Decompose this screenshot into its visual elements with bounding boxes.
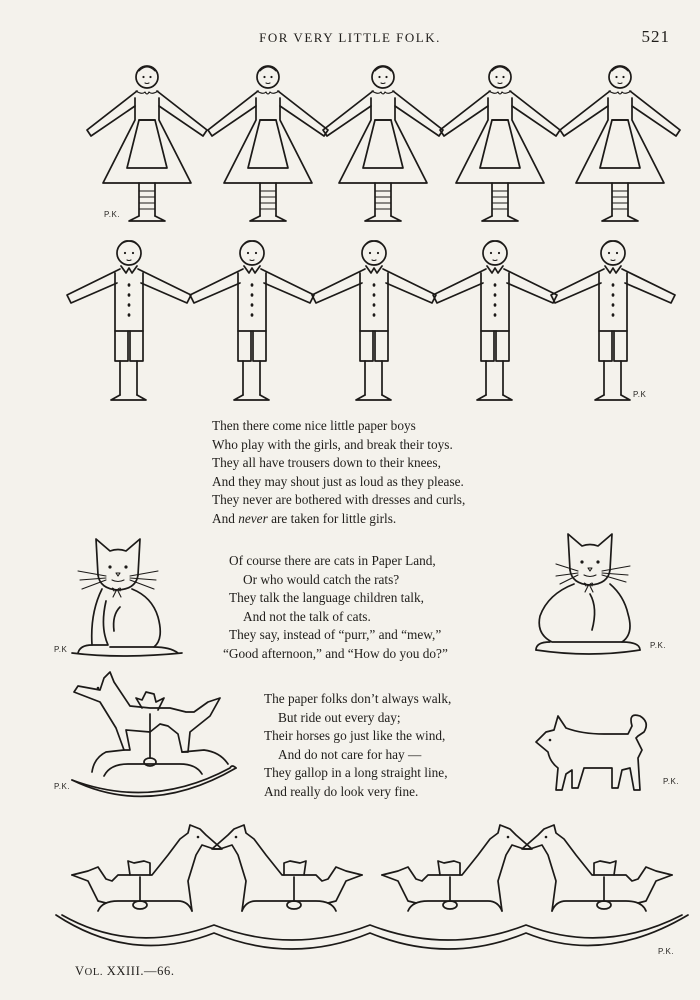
poem-line: And not the talk of cats. bbox=[243, 608, 371, 624]
rocking-horse bbox=[70, 668, 240, 808]
girls-signature: P.K. bbox=[104, 210, 121, 219]
poem-line: And do not care for hay — bbox=[278, 746, 422, 762]
poem-paper-horses bbox=[264, 690, 451, 801]
volume-footer bbox=[75, 964, 175, 979]
horse-chain-signature: P.K. bbox=[658, 947, 675, 956]
poem-line: But ride out every day; bbox=[278, 709, 401, 725]
sitting-cat-left bbox=[70, 535, 195, 660]
poem-line: They gallop in a long straight line, bbox=[264, 765, 448, 780]
sitting-cat-right bbox=[530, 530, 650, 660]
horse-signature: P.K. bbox=[54, 782, 71, 791]
volume-initial: V bbox=[75, 964, 85, 978]
poem-line: Who play with the girls, and break their toys. bbox=[212, 436, 453, 452]
poem-line bbox=[212, 510, 465, 529]
poem-line-emphasis: never bbox=[238, 510, 268, 526]
cat-left-signature: P.K bbox=[54, 645, 68, 654]
volume-label: OL. bbox=[84, 967, 104, 978]
page-number: 521 bbox=[641, 27, 670, 46]
poem-line: They say, instead of “purr,” and “mew,” bbox=[229, 627, 442, 642]
poem-paper-cats bbox=[223, 552, 448, 663]
paper-dog bbox=[532, 710, 662, 795]
dog-signature: P.K. bbox=[663, 777, 680, 786]
poem-line: And they may shout just as loud as they please. bbox=[212, 473, 464, 489]
poem-line: “Good afternoon,” and “How do you do?” bbox=[223, 645, 448, 661]
cat-right-signature: P.K. bbox=[650, 641, 667, 650]
poem-line: They all have trousers down to their knees, bbox=[212, 455, 441, 470]
poem-line: The paper folks don’t always walk, bbox=[264, 691, 452, 706]
poem-line: They talk the language children talk, bbox=[229, 590, 424, 605]
poem-line: Then there come nice little paper boys bbox=[212, 418, 416, 433]
volume-number: XXIII.—66. bbox=[103, 964, 175, 978]
rocking-horse-chain bbox=[52, 815, 692, 965]
poem-line-prefix: And bbox=[212, 510, 239, 526]
poem-line: Of course there are cats in Paper Land, bbox=[229, 553, 436, 568]
poem-line: And really do look very fine. bbox=[264, 783, 419, 799]
poem-line-suffix: are taken for little girls. bbox=[267, 510, 397, 526]
row-of-paper-girls bbox=[80, 58, 680, 228]
poem-line: Their horses go just like the wind, bbox=[264, 728, 446, 743]
running-header: FOR VERY LITTLE FOLK. bbox=[259, 30, 441, 45]
poem-paper-boys bbox=[212, 417, 465, 528]
row-of-paper-boys bbox=[55, 233, 675, 408]
poem-line: Or who would catch the rats? bbox=[243, 571, 400, 587]
boys-signature: P.K bbox=[633, 390, 647, 399]
poem-line: They never are bothered with dresses and curls, bbox=[212, 492, 466, 507]
